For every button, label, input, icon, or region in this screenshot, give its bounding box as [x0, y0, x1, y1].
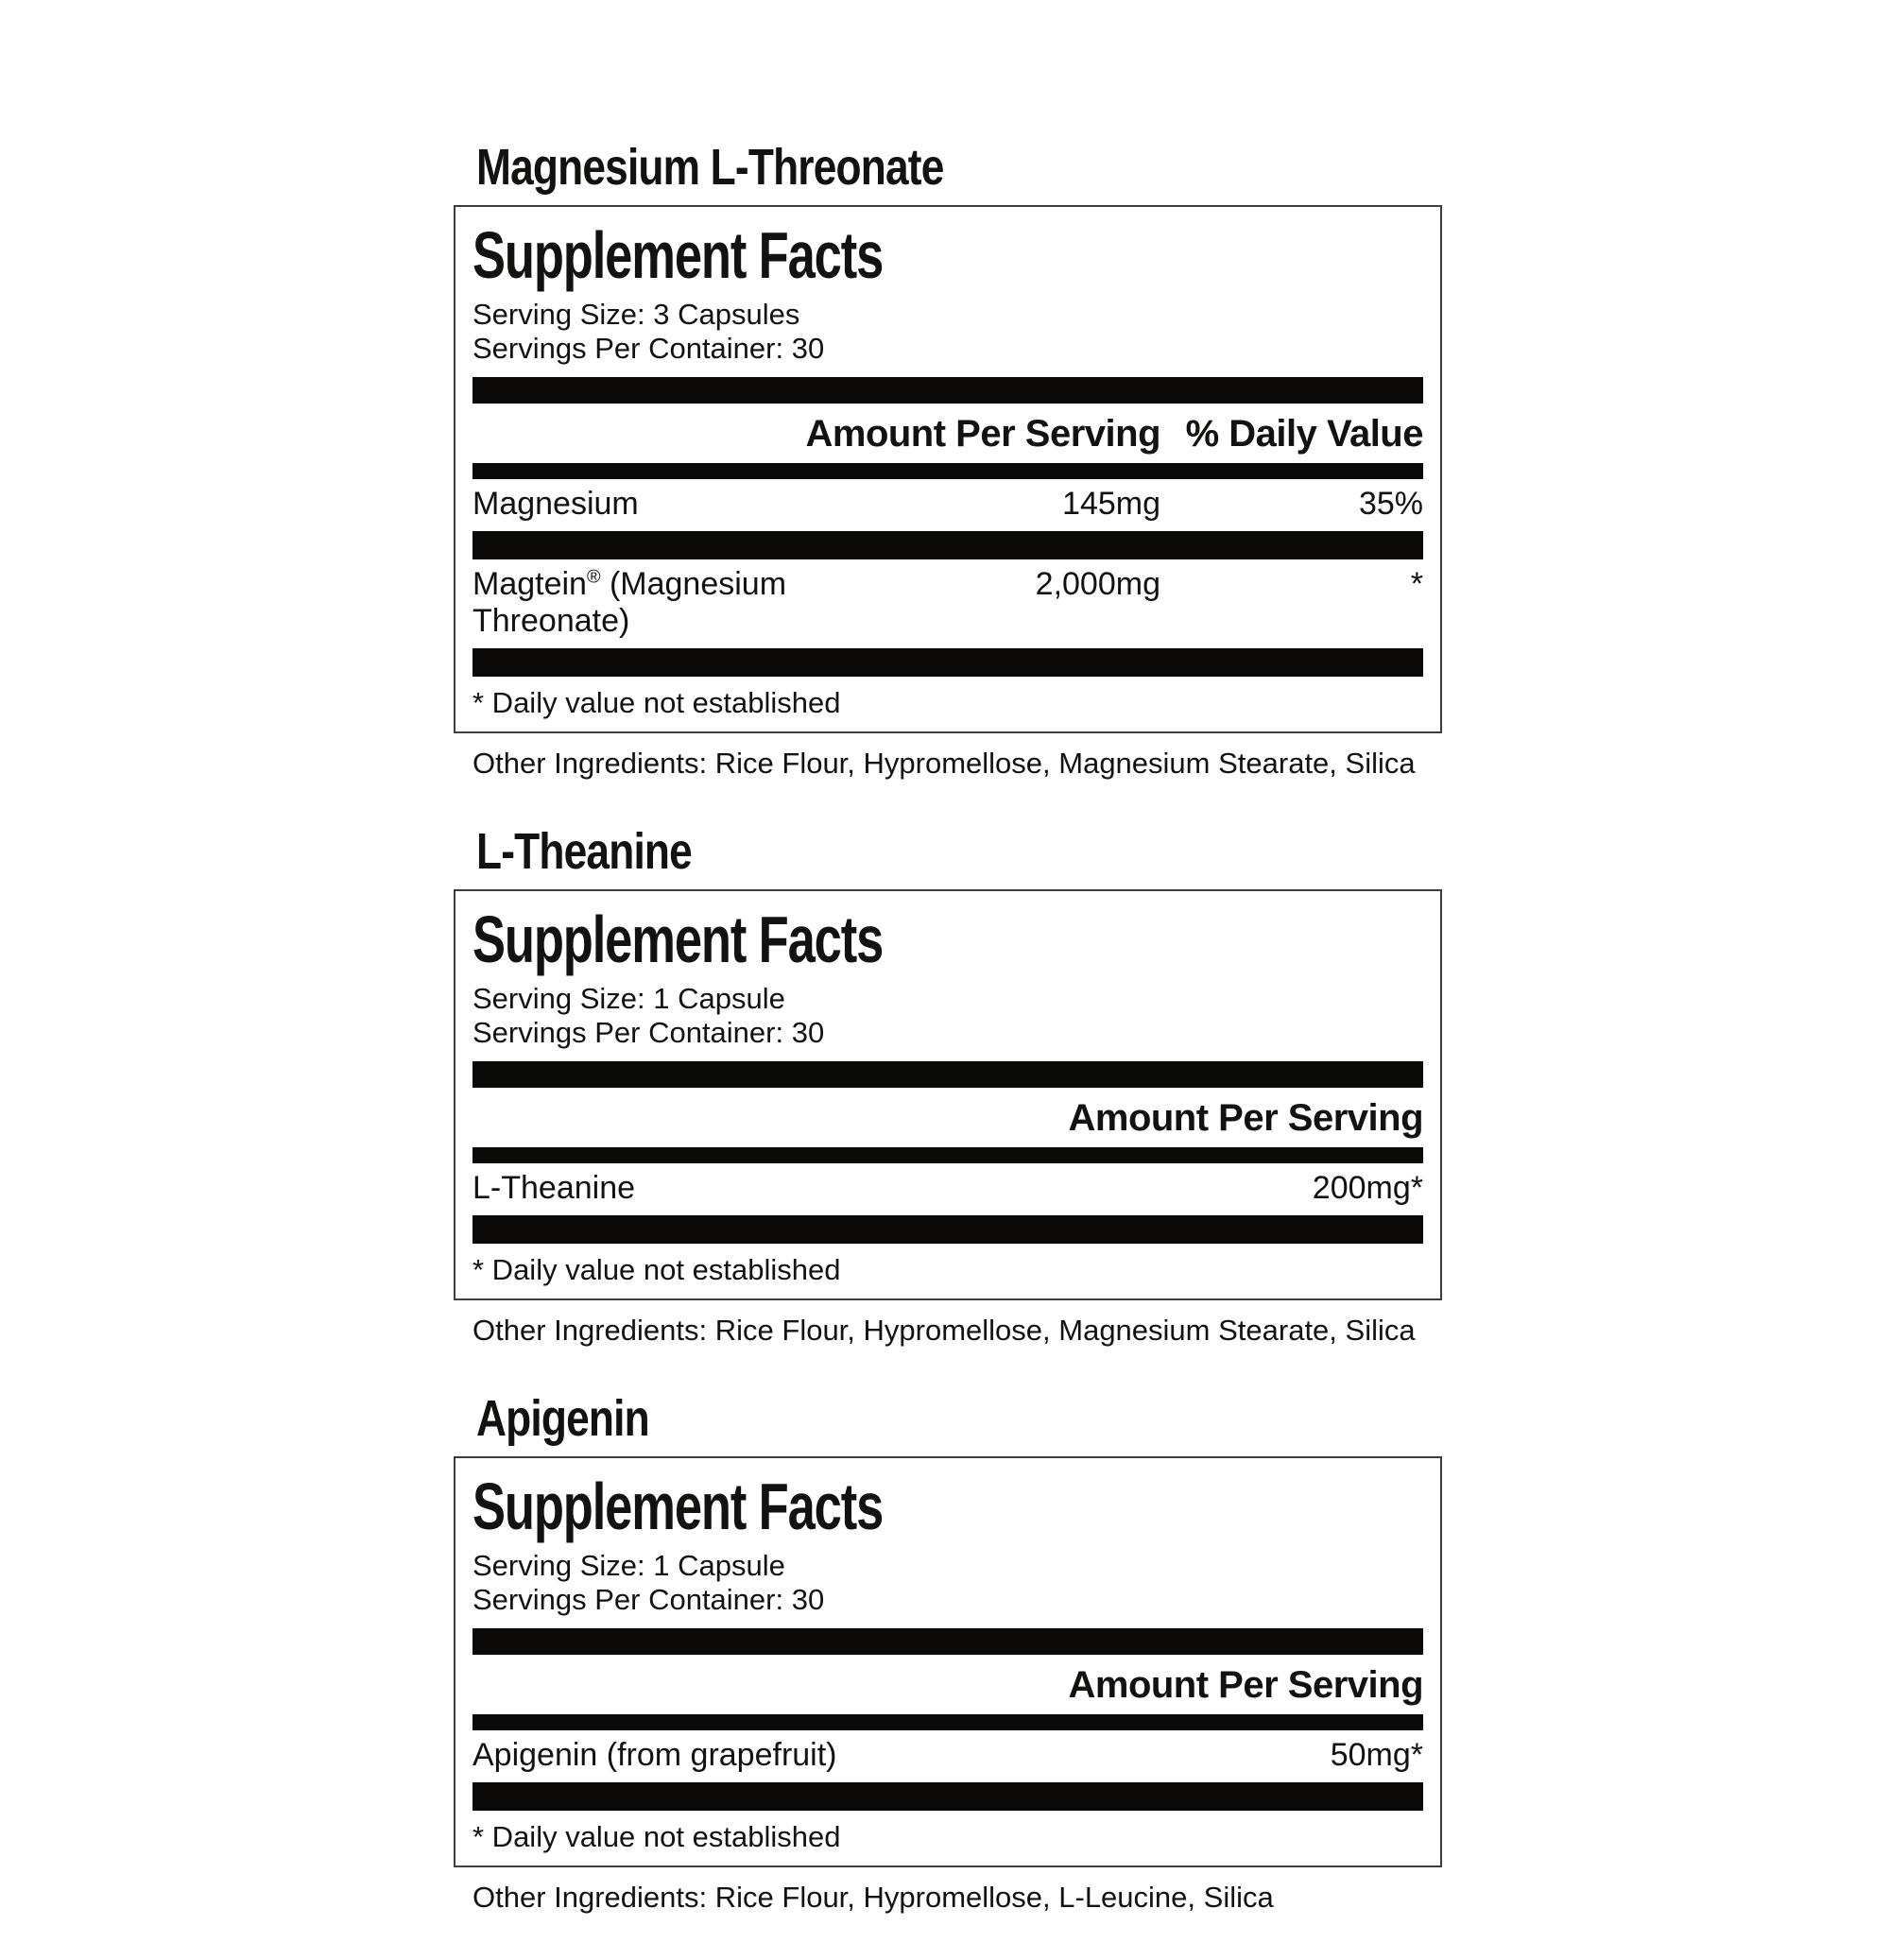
- supplement-facts-panel: [454, 1456, 1442, 1867]
- divider-bar-thick: [472, 531, 1423, 559]
- labels-column: [454, 139, 1442, 1960]
- section-title: L-Theanine: [476, 823, 692, 880]
- supplement-facts-heading: Supplement Facts: [472, 1470, 884, 1543]
- divider-bar-thin: [472, 1147, 1423, 1163]
- ingredient-name: L-Theanine: [472, 1170, 636, 1206]
- servings-per-container: Servings Per Container: 30: [472, 1583, 825, 1616]
- ingredient-name-text: Magtein: [472, 566, 587, 602]
- ingredient-name-suffix: (Magnesium Threonate): [472, 566, 787, 639]
- supplement-facts-heading: Supplement Facts: [472, 218, 884, 292]
- other-ingredients: Other Ingredients: Rice Flour, Hypromellose, L-Leucine, Silica: [472, 1881, 1274, 1914]
- supplement-facts-heading: Supplement Facts: [472, 903, 884, 976]
- section-title: Apigenin: [476, 1390, 649, 1447]
- servings-per-container: Servings Per Container: 30: [472, 332, 825, 365]
- daily-value-footnote: * Daily value not established: [472, 1820, 841, 1853]
- ingredient-name: [472, 566, 943, 640]
- ingredient-amount: 200mg*: [1312, 1170, 1423, 1206]
- amount-per-serving-header: Amount Per Serving: [1068, 1664, 1423, 1706]
- divider-bar-thick: [472, 1782, 1423, 1811]
- table-row: [472, 1730, 1423, 1782]
- divider-bar-thin: [472, 463, 1423, 479]
- columns-header-row: [472, 404, 1423, 463]
- columns-header-row: [472, 1088, 1423, 1147]
- supplement-facts-panel: [454, 889, 1442, 1300]
- serving-size: Serving Size: 1 Capsule: [472, 1549, 785, 1582]
- servings-per-container: Servings Per Container: 30: [472, 1016, 825, 1049]
- table-row: [472, 1163, 1423, 1215]
- amount-per-serving-header: Amount Per Serving: [805, 413, 1160, 455]
- section-title: Magnesium L-Threonate: [476, 139, 944, 196]
- ingredient-name: Apigenin (from grapefruit): [472, 1737, 837, 1773]
- serving-size: Serving Size: 1 Capsule: [472, 982, 785, 1015]
- columns-header-row: [472, 1655, 1423, 1714]
- section-l-theanine: [454, 823, 1442, 1348]
- other-ingredients: Other Ingredients: Rice Flour, Hypromellose, Magnesium Stearate, Silica: [472, 747, 1416, 780]
- divider-bar-thick: [472, 648, 1423, 677]
- section-apigenin: [454, 1390, 1442, 1915]
- table-row: [472, 479, 1423, 531]
- table-row: [472, 559, 1423, 648]
- ingredient-amount: 145mg: [1062, 486, 1160, 522]
- section-magnesium-l-threonate: [454, 139, 1442, 781]
- divider-bar-thick: [472, 1061, 1423, 1088]
- divider-bar-thick: [472, 1628, 1423, 1655]
- daily-value-footnote: * Daily value not established: [472, 686, 841, 719]
- divider-bar-thick: [472, 377, 1423, 404]
- daily-value-header: % Daily Value: [1185, 413, 1423, 455]
- amount-per-serving-header: Amount Per Serving: [1068, 1097, 1423, 1139]
- divider-bar-thick: [472, 1215, 1423, 1244]
- ingredient-daily-value: *: [1410, 566, 1423, 602]
- ingredient-name: Magnesium: [472, 486, 639, 522]
- serving-size: Serving Size: 3 Capsules: [472, 298, 800, 331]
- ingredient-daily-value: 35%: [1358, 486, 1423, 522]
- divider-bar-thin: [472, 1714, 1423, 1730]
- ingredient-amount: 50mg*: [1330, 1737, 1423, 1773]
- other-ingredients: Other Ingredients: Rice Flour, Hypromellose, Magnesium Stearate, Silica: [472, 1314, 1416, 1347]
- supplement-facts-panel: [454, 205, 1442, 733]
- registered-trademark-symbol: ®: [586, 566, 601, 588]
- ingredient-amount: 2,000mg: [1035, 566, 1160, 602]
- daily-value-footnote: * Daily value not established: [472, 1253, 841, 1286]
